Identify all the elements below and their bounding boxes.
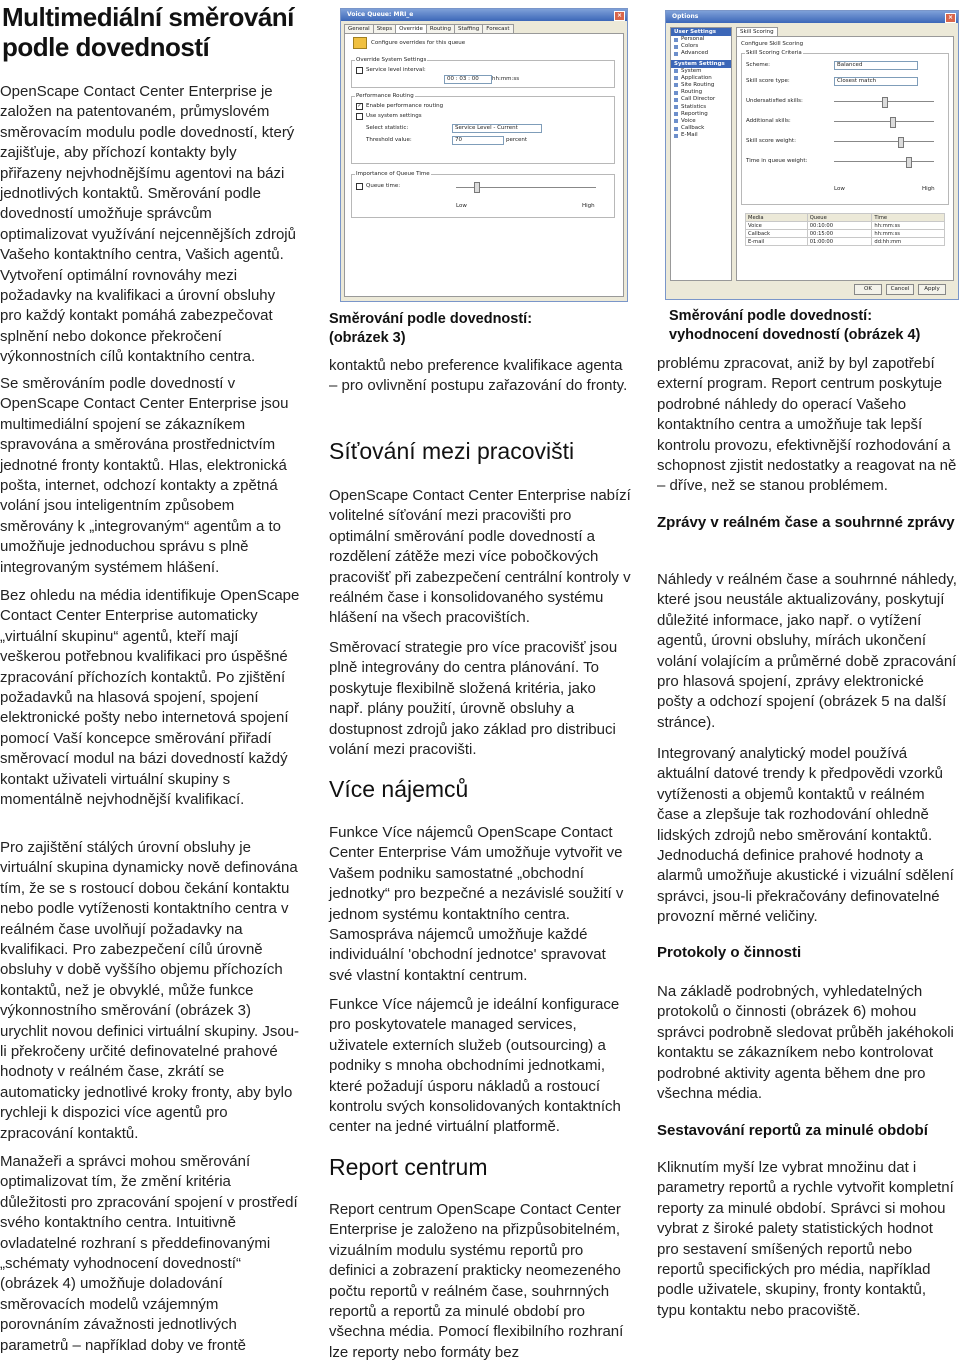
heading-realtime-reports: Zprávy v reálném čase a souhrnné zprávy xyxy=(657,514,955,531)
field-label: Time in queue weight: xyxy=(746,158,808,164)
queue-time-group xyxy=(351,171,615,218)
table-row[interactable] xyxy=(746,238,945,246)
window-title: Voice Queue: MRI_e xyxy=(347,11,414,18)
paragraph: Na základě podrobných, vyhledatelných protokolů o činnosti (obrázek 6) mohou správci podrobně sledovat průběh jakéhokoli kontaktu se zákazníkem nebo kontrolovat podrobné aktivity agenta během dne pro všechna média. xyxy=(657,983,954,1103)
heading-report-center: Report centrum xyxy=(329,1154,488,1180)
group-label: Override System Settings xyxy=(356,57,427,63)
nav-item[interactable]: Advanced xyxy=(671,50,731,57)
heading-site-networking: Síťování mezi pracovišti xyxy=(329,438,575,464)
figure-4-caption: Směrování podle dovedností: vyhodnocení dovedností (obrázek 4) xyxy=(669,308,921,343)
service-level-input[interactable]: 00 : 03 : 00 xyxy=(444,75,492,84)
tab-strip xyxy=(344,24,513,33)
table-cell: E-mail xyxy=(746,238,808,246)
paragraph: Funkce Více nájemců OpenScape Contact Center Enterprise Vám umožňuje vytvořit ve Vašem podniku samostatné „obchodní jednotky“ pro bezpečné a nezávislé soužití v jednom systému kontaktního centra. Samospráva nájemců umožňuje každé individuální 'obchodní jednotce' spravovat své vlastní kontaktní centrum. xyxy=(329,824,624,984)
nav-header-user: User Settings xyxy=(671,28,731,36)
nav-header-system: System Settings xyxy=(671,60,731,68)
scheme-select[interactable]: Balanced xyxy=(834,61,918,70)
skill-scoring-group xyxy=(741,50,949,205)
window-titlebar xyxy=(341,9,627,21)
gear-icon xyxy=(353,37,367,49)
service-level-unit: hh:mm:ss xyxy=(492,76,520,82)
table-header: Queue xyxy=(807,214,872,222)
paragraph: OpenScape Contact Center Enterprise je založen na patentovaném, průmyslovém směrovacím modulu podle dovedností, který zajišťuje, aby příchozí kontakty byly přiřazeny nejvhodnějšímu agentovi na bázi jednotlivých kontaktů. Směrování podle dovedností umožňuje správcům optimalizovat využívání nejcennějších zdrojů Vašeho kontaktního centra, Vašich agentů. Vytvoření optimální rovnováhy mezi požadavky na kvalifikaci a úrovní obsluhy pro každý kontakt pomáhá zabezpečovat splnění nebo dokonce překročení výkonnostních cílů kontaktního centra. xyxy=(0,83,296,366)
nav-list-system xyxy=(671,68,731,140)
paragraph: Report centrum OpenScape Contact Center Enterprise je založeno na přizpůsobitelném, vizuálním modulu systému reportů pro definici a zobrazení prakticky neomezeného počtu reportů v reálném čase, souhrnných reportů a reportů za minulé období pro všechna média. Pomocí flexibilního rozhraní lze reporty nebo formáty bez xyxy=(329,1201,624,1361)
weight-slider-track xyxy=(834,141,934,142)
tab-staffing[interactable]: Staffing xyxy=(454,24,483,33)
select-statistic-label: Select statistic: xyxy=(366,125,409,131)
nav-item[interactable]: Colors xyxy=(671,43,731,50)
nav-list-user xyxy=(671,36,731,58)
nav-item[interactable]: Application xyxy=(671,75,731,82)
nav-item[interactable]: Voice xyxy=(671,118,731,125)
heading-activity-logs: Protokoly o činnosti xyxy=(657,944,802,961)
paragraph: Směrovací strategie pro více pracovišť jsou plně integrovány do centra plánování. To poskytuje flexibilně složená kritéria, jako např. plány použití, úrovně obsluhy a dostupnost zdrojů jako základ pro distribuci volání mezi pracovišti. xyxy=(329,639,618,759)
tab-steps[interactable]: Steps xyxy=(373,24,396,33)
tab-skill-scoring[interactable]: Skill Scoring xyxy=(736,27,778,36)
nav-item[interactable]: Call Director xyxy=(671,96,731,103)
paragraph: Funkce Více nájemců je ideální konfigurace pro poskytovatele managed services, uživatele externích služeb (outsourcing) a podniky s mnoha obchodními jednotkami, které požadují úsporu nákladů a rostoucí kontrolu svých konsolidovaných kontaktních center na jedné virtuální platformě. xyxy=(329,996,621,1136)
threshold-unit: percent xyxy=(506,137,528,143)
weight-slider-thumb[interactable] xyxy=(898,137,904,148)
use-system-checkbox[interactable] xyxy=(356,113,363,120)
slider-low-label: Low xyxy=(834,186,845,192)
threshold-input[interactable]: 70 xyxy=(452,136,504,145)
slider-high-label: High xyxy=(582,203,595,209)
field-select[interactable]: Closest match xyxy=(834,77,918,86)
performance-routing-group xyxy=(351,93,615,164)
scheme-label: Scheme: xyxy=(746,62,770,68)
statistic-select[interactable]: Service Level - Current xyxy=(452,124,542,133)
nav-item[interactable]: Statistics xyxy=(671,104,731,111)
weight-slider-track xyxy=(834,121,934,122)
window-title: Options xyxy=(672,13,699,20)
slider-low-label: Low xyxy=(456,203,467,209)
queue-time-checkbox[interactable] xyxy=(356,183,363,190)
close-icon[interactable]: × xyxy=(945,13,956,23)
paragraph: problému zpracovat, aniž by byl zapotřebí externí program. Report centrum poskytuje podrobné náhledy do operací Vašeho kontaktního centra a umožňuje tak lepší kontrolu provozu, efektivnější rozhodování a schopnost zjistit nedostatky a reagovat na ně – dříve, než se stanou problémem. xyxy=(657,355,957,495)
slider-high-label: High xyxy=(922,186,935,192)
table-cell: Voice xyxy=(746,222,808,230)
heading-past-reports: Sestavování reportů za minulé období xyxy=(657,1122,928,1139)
use-system-label: Use system settings xyxy=(366,113,422,119)
nav-item[interactable]: Personal xyxy=(671,36,731,43)
table-cell: 01:00:00 xyxy=(807,238,872,246)
tab-routing[interactable]: Routing xyxy=(426,24,455,33)
override-system-group xyxy=(351,57,615,88)
queue-time-slider-thumb[interactable] xyxy=(474,182,480,193)
enable-performance-label: Enable performance routing xyxy=(366,103,444,109)
table-cell: hh:mm:ss xyxy=(872,230,945,238)
panel-header: Configure Skill Scoring xyxy=(741,41,804,47)
paragraph: Kliknutím myší lze vybrat množinu dat i parametry reportů a rychle vytvořit kompletní reporty za minulé období. Správci si mohou vybrat z široké palety statistických hodnot pro sestavení smíšených reportů nebo reportů specifických pro média, například podle uživatele, skupiny, fronty kontaktů, typu kontaktu nebo pracoviště. xyxy=(657,1159,954,1319)
nav-item[interactable]: Site Routing xyxy=(671,82,731,89)
close-icon[interactable]: × xyxy=(614,11,625,21)
heading-multi-tenant: Více nájemců xyxy=(329,776,469,802)
override-panel xyxy=(344,33,624,297)
table-row[interactable] xyxy=(746,222,945,230)
field-label: Skill score weight: xyxy=(746,138,796,144)
apply-button[interactable]: Apply xyxy=(918,284,946,295)
paragraph: OpenScape Contact Center Enterprise nabízí volitelné síťování mezi pracovišti pro optimální směrování podle dovedností a rozdělení zátěže mezi více pobočkových pracovišť při zabezpečení centrální kontroly v reálném čase i konsolidovaného systému hlášení na všech pracovištích. xyxy=(329,487,631,627)
ok-button[interactable]: OK xyxy=(854,284,882,295)
table-cell: 00:15:00 xyxy=(807,230,872,238)
threshold-label: Threshold value: xyxy=(366,137,412,143)
nav-item[interactable]: Reporting xyxy=(671,111,731,118)
paragraph: Náhledy v reálném čase a souhrnné náhledy, které jsou neustále aktualizovány, poskytují důležité informace, jako např. o vytížení agentů, úrovni obsluhy, mírách ukončení volání volajícím a průměrné době zpracování pro hlasová spojení, zprávy elektronické pošty a odchozí spojení (obrázek 5 na další stránce). xyxy=(657,571,957,731)
field-label: Additional skills: xyxy=(746,118,791,124)
queue-time-table xyxy=(745,213,945,246)
table-cell: 00:10:00 xyxy=(807,222,872,230)
group-label: Skill Scoring Criteria xyxy=(746,50,802,56)
skill-scoring-panel xyxy=(736,36,954,281)
paragraph: Se směrováním podle dovedností v OpenScape Contact Center Enterprise jsou multimediální spojení se zákazníkem spravována a směrována prostřednictvím jednotné fronty kontaktů. Hlas, elektronická pošta, internet, odchozí kontakty a zpětná volání jsou inteligentním způsobem směrovány k „integrovaným“ agentům a to umožňuje jednoduchou správu s plně integrovaným systémem hlášení. xyxy=(0,375,289,576)
override-checkbox[interactable] xyxy=(356,67,363,74)
paragraph: Bez ohledu na média identifikuje OpenScape Contact Center Enterprise automaticky „virtuální skupinu“ agentů, kteří mají veškerou potřebnou kvalifikaci pro úspěšné zpracování příchozích kontaktů. Po zjištění požadavků na hlasová spojení, spojení elektronické pošty nebo internetová spojení pomocí Vaší koncepce směrování přiřadí směrovací modul na bázi dovedností každý kontakt uživateli virtuální skupiny s momentálně nejvhodnější kvalifikací. xyxy=(0,587,300,809)
paragraph: Pro zajištění stálých úrovní obsluhy je virtuální skupina dynamicky nově definována tím, že se s rostoucí dobou čekání kontaktu nebo podle vytíženosti kontaktního centra v reálném čase uvolňují požadavky na kvalifikaci. Pro zabezpečení cílů úrovně obsluhy v době vyššího objemu příchozích kontaktů, než je obvyklé, může funkce výkonnostního směrování (obrázek 3) urychlit novou definici virtuální skupiny. Jsou-li překročeny určité definovatelné prahové hodnoty v reálném čase, zkrátí se automaticky jednotlivé kroky fronty, aby bylo rychleji k dispozici více agentů pro zpracování kontaktů. xyxy=(0,839,300,1142)
queue-time-label: Queue time: xyxy=(366,183,401,189)
window-titlebar xyxy=(666,11,958,23)
figure-3-caption: Směrování podle dovedností: (obrázek 3) xyxy=(329,311,533,346)
field-label: Skill score type: xyxy=(746,78,790,84)
tab-general[interactable]: General xyxy=(344,24,374,33)
tab-override[interactable]: Override xyxy=(395,24,427,33)
table-cell: Callback xyxy=(746,230,808,238)
paragraph: kontaktů nebo preference kvalifikace agenta – pro ovlivnění postupu zařazování do fronty. xyxy=(329,357,628,395)
cancel-button[interactable]: Cancel xyxy=(886,284,914,295)
options-nav xyxy=(670,27,732,281)
figure-4-screenshot xyxy=(665,10,959,300)
panel-header: Configure overrides for this queue xyxy=(371,40,466,46)
weight-slider-thumb[interactable] xyxy=(890,117,896,128)
tab-forecast[interactable]: Forecast xyxy=(482,24,513,33)
group-label: Performance Routing xyxy=(356,93,414,99)
field-label: Undersatisfied skills: xyxy=(746,98,803,104)
nav-item[interactable]: Routing xyxy=(671,89,731,96)
service-level-label: Service level interval: xyxy=(366,67,426,73)
group-label: Importance of Queue Time xyxy=(356,171,430,177)
weight-slider-thumb[interactable] xyxy=(906,157,912,168)
nav-item[interactable]: E-Mail xyxy=(671,132,731,139)
weight-slider-track xyxy=(834,161,934,162)
weight-slider-thumb[interactable] xyxy=(882,97,888,108)
paragraph: Integrovaný analytický model používá aktuální datové trendy k předpovědi vzorků vytíženosti a objemů kontaktů v reálném čase a zlepšuje tak rozhodování ohledně lidských zdrojů nebo směrování kontaktů. Jednoduchá definice prahové hodnoty a alarmů umožňuje akustické i vizuální sdělení správci, jsou-li překračovány definovatelné provozní měrné veličiny. xyxy=(657,745,954,926)
nav-item[interactable]: System xyxy=(671,68,731,75)
tab-strip xyxy=(736,27,777,36)
table-row[interactable] xyxy=(746,230,945,238)
table-cell: hh:mm:ss xyxy=(872,222,945,230)
nav-item[interactable]: Callback xyxy=(671,125,731,132)
table-header: Media xyxy=(746,214,808,222)
table-header: Time xyxy=(872,214,945,222)
paragraph: Manažeři a správci mohou směrování optimalizovat tím, že změní kritéria důležitosti pro zpracování spojení v prostředí svého kontaktního centra. Intuitivně ovladatelné rozhraní s předdefinovanými „schématy vyhodnocení dovedností“ (obrázek 4) umožňuje doladování směrovacích modelů vzájemným porovnáním závažnosti jednotlivých parametrů – například doby ve frontě xyxy=(0,1153,298,1354)
enable-performance-checkbox[interactable]: ✓ xyxy=(357,103,362,109)
figure-3-screenshot xyxy=(340,8,628,302)
page-title: Multimediální směrování podle dovedností xyxy=(2,2,294,62)
table-cell: dd:hh:mm xyxy=(872,238,945,246)
